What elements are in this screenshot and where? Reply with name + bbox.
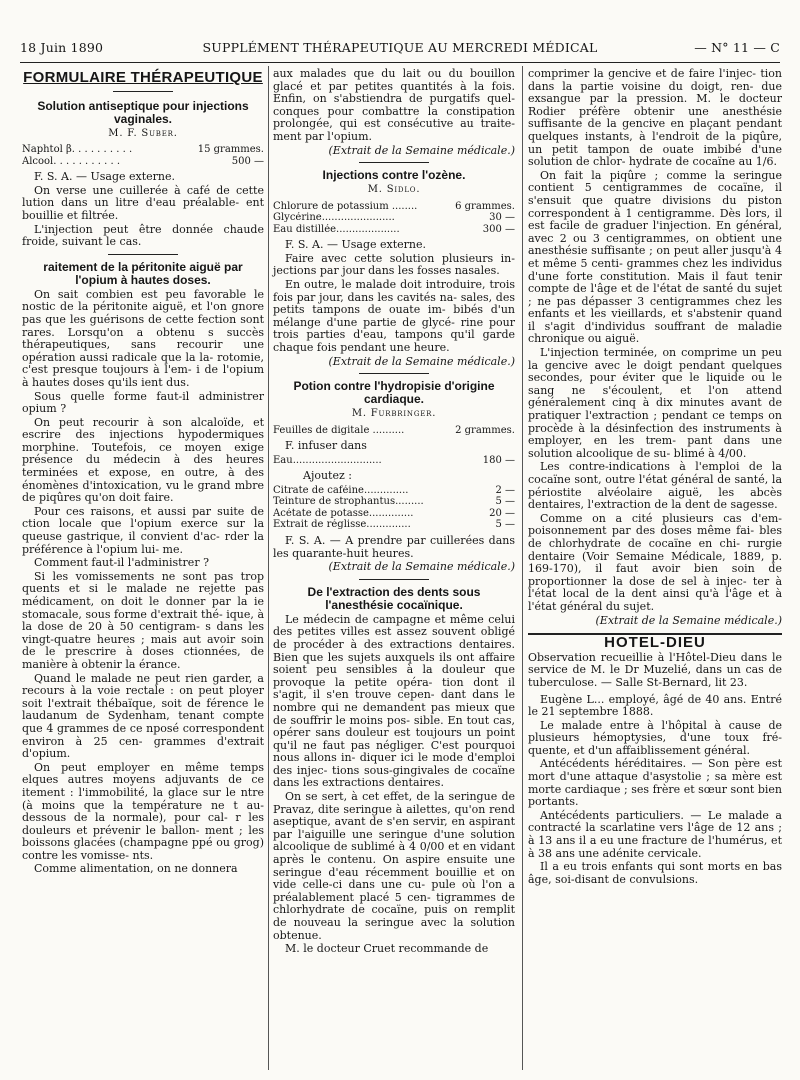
prescription-row xyxy=(22,144,264,156)
infuse-instruction: F. infuser dans xyxy=(285,439,367,453)
ingredient-name: Glycérine....................... xyxy=(273,212,395,224)
column-1 xyxy=(22,68,264,877)
continued-extraction-text xyxy=(528,68,782,614)
ingredient-name: Eau............................ xyxy=(273,454,382,466)
paragraph: On se sert, à cet effet, de la seringue de Pravaz, dite seringue à ailettes, qu'on rend aseptique, avant de s'en servir, en aspirant par l'aiguille une seringue d'une solution alcoolique de sublimé à 4 0/00 et en vidant après le contenu. On aspire ensuite une seringue d'eau récemment bouillie et on vide celle-ci dans une cu- pule où l'on a préalablement placé 5 cen- tigrammes de chlorhydrate de cocaïne, puis on remplit de nouveau la seringue avec la solution obtenue. xyxy=(273,790,515,942)
prescription-solution xyxy=(22,144,264,167)
source-citation: (Extrait de la Semaine médicale.) xyxy=(328,560,515,574)
prescription-row xyxy=(22,156,264,168)
paragraph: F. S. A. — A prendre par cuillerées dans les quarante-huit heures. xyxy=(273,533,515,560)
ingredient-name: Naphtol β. . . . . . . . . . xyxy=(22,144,133,156)
source-citation: (Extrait de la Semaine médicale.) xyxy=(328,143,515,157)
section-title-peritonite: raitement de la péritonite aiguë par l'opium à hautes doses. xyxy=(43,259,243,287)
paragraph: aux malades que du lait ou du bouillon glacé et par petites quantités à la fois. Enfin, on s'abstiendra de purgatifs quel- conques pour combattre la constipation prolongée, qui est consécutive au traite- ment par l'opium. xyxy=(273,67,515,143)
hotel-dieu-heading: HOTEL-DIEU xyxy=(604,634,706,652)
ingredient-name: Chlorure de potassium ........ xyxy=(273,200,418,212)
ingredient-name: Feuilles de digitale .......... xyxy=(273,424,405,436)
column-divider-2 xyxy=(522,66,523,1070)
column-3 xyxy=(528,68,782,887)
source-citation: (Extrait de la Semaine médicale.) xyxy=(595,613,782,627)
continued-text xyxy=(273,68,515,144)
ingredient-quantity: 20 — xyxy=(489,507,515,519)
paragraph: Sous quelle forme faut-il administrer opium ? xyxy=(22,389,264,416)
section-separator xyxy=(359,373,429,374)
ingredient-quantity: 5 — xyxy=(495,496,515,508)
section-author-furbringer: M. Furbringer. xyxy=(351,408,437,420)
prescription-digitale xyxy=(273,425,515,437)
ingredient-name: Alcool. . . . . . . . . . . xyxy=(22,155,121,167)
paragraph: En outre, le malade doit introduire, trois fois par jour, dans les cavités na- sales, des petits tampons de ouate im- bibés d'un mélange d'une partie de glycé- rine pour trois parties d'eau, tampons qu'il garde chaque fois pendant une heure. xyxy=(273,278,515,354)
heading-rule xyxy=(113,91,173,92)
ajoutez-label: Ajoutez : xyxy=(303,469,352,483)
paragraph: Quand le malade ne peut rien garder, a recours à la voie rectale : on peut ployer soit l'extrait thébaïque, soit de férence le laudanum de Sydenham, tenant compte que 4 grammes de ce nposé correspondent environ à 25 cen- grammes d'extrait d'opium. xyxy=(22,671,264,761)
paragraph: On fait la piqûre ; comme la seringue contient 5 centigrammes de cocaïne, il s'ensuit que quatre divisions du piston correspondent à 1 centigramme. Dès lors, il est facile de graduer l'injection. En général, avec 2 ou 3 centigrammes, on obtient une anesthésie suffisante ; on peut aller jusqu'à 4 et même 5 centi- grammes chez les individus d'une forte constitution. Mais il faut tenir compte de l'âge et de l'état de santé du sujet ; ne pas dépasser 3 centigrammes chez les enfants et les vieillards, et s'abstenir quand il s'agit d'individus souffrant de maladie chronique ou aiguë. xyxy=(528,168,782,346)
section-title-hydropisie: Potion contre l'hydropisie d'origine cardiaque. xyxy=(293,379,495,407)
section-title-extraction: De l'extraction des dents sous l'anesthésie cocaïnique. xyxy=(307,584,481,612)
prescription-row xyxy=(273,519,515,531)
paragraph: L'injection terminée, on comprime un peu la gencive avec le doigt pendant quelques secondes, pour éviter que le liquide ou le sang ne s'écoulent, et l'on attend généralement cinq à dix minutes avant de pratiquer l'extraction ; pendant ce temps on procède à la désinfection des instruments à employer, en les trem- pant dans une solution alcoolique de su- blimé à 4/00. xyxy=(528,346,782,460)
paragraph: Le médecin de campagne et même celui des petites villes est assez souvent obligé de procéder à des extractions dentaires. Bien que les sujets auxquels ils ont affaire soient peu sensibles à la douleur que provoque la petite opéra- tion dont il s'agit, il s'en trouve cepen- dant dans le nombre qui ne demandent pas mieux que de souffrir le moins pos- sible. En tout cas, opérer sans douleur est toujours un point qu'il ne faut pas négliger. C'est pourquoi nous allons in- diquer ici le mode d'emploi des injec- tions sous-gingivales de cocaïne dans les extractions dentaires. xyxy=(273,612,515,790)
paragraph: Comme alimentation, on ne donnera xyxy=(34,862,238,876)
ingredient-name: Acétate de potasse.............. xyxy=(273,507,414,519)
ingredient-quantity: 2 — xyxy=(495,484,515,496)
paragraph: M. le docteur Cruet recommande de xyxy=(285,942,489,956)
paragraph: F. S. A. — Usage externe. xyxy=(285,238,426,252)
paragraph: F. S. A. — Usage externe. xyxy=(34,170,175,184)
paragraph: Comme on a cité plusieurs cas d'em- poisonnement par des doses même fai- bles de chlorhydrate de cocaïne en chi- rurgie dentaire (Voir Semaine Médicale, 1889, p. 169-170), il faut avoir bien soin de proportionner la dose de sel à injec- ter à l'état local de la dent ainsi qu'à l'âge et à l'état général du sujet. xyxy=(528,511,782,613)
paragraph: Pour ces raisons, et aussi par suite de ction locale que l'opium exerce sur la queuse gastrique, il convient d'ac- rder la préférence à l'opium lui- me. xyxy=(22,504,264,556)
source-citation: (Extrait de la Semaine médicale.) xyxy=(328,354,515,368)
formulaire-heading: FORMULAIRE THÉRAPEUTIQUE xyxy=(23,69,263,86)
ingredient-name: Extrait de réglisse.............. xyxy=(273,519,411,531)
paragraph: On verse une cuillerée à café de cette lution dans un litre d'eau préalable- ent bouillie et filtrée. xyxy=(22,183,264,222)
ingredient-quantity: 500 — xyxy=(231,155,264,167)
section-body-ozene xyxy=(273,239,515,354)
section-title-solution: Solution antiseptique pour injections vaginales. xyxy=(37,98,249,126)
column-divider-1 xyxy=(268,66,269,1070)
ingredient-quantity: 15 grammes. xyxy=(197,144,264,156)
paragraph: On peut recourir à son alcaloïde, et escrire des injections hypodermiques morphine. Toutefois, ce moyen exige présence du médecin à des heures terminées et expose, en outre, à des énomènes d'intoxication, vu le grand mbre de piqûres qu'on doit faire. xyxy=(22,415,264,505)
prescription-ozene xyxy=(273,201,515,236)
ingredient-name: Teinture de strophantus......... xyxy=(273,496,424,508)
paragraph: Comment faut-il l'administrer ? xyxy=(34,556,209,570)
paragraph: Antécédents héréditaires. — Son père est mort d'une attaque d'asystolie ; sa mère est morte cardiaque ; ses frère et sœur sont bien portants. xyxy=(528,757,782,809)
ingredient-quantity: 300 — xyxy=(482,223,515,235)
prescription-eau xyxy=(273,455,515,467)
paragraph: Le malade entre à l'hôpital à cause de plusieurs hémoptysies, d'une toux fré- quente, et d'un affaiblissement général. xyxy=(528,718,782,757)
section-separator xyxy=(359,162,429,163)
paragraph: Faire avec cette solution plusieurs in- jections par jour dans les fosses nasales. xyxy=(273,251,515,278)
paragraph: Il a eu trois enfants qui sont morts en bas âge, soi-disant de convulsions. xyxy=(528,860,782,886)
column-2 xyxy=(273,68,515,957)
paragraph: On peut employer en même temps elques autres moyens adjuvants de ce itement : l'immobilité, la glace sur le ntre (à moins que la température ne t au-dessous de la normale), pour cal- r les douleurs et prévenir le ballon- ment ; les boissons glacées (champagne ppé ou grog) contre les vomisse- nts. xyxy=(22,760,264,862)
hotel-dieu-body xyxy=(528,694,782,887)
ingredient-quantity: 2 grammes. xyxy=(455,424,515,436)
prescription-row xyxy=(273,455,515,467)
paragraph: Si les vomissements ne sont pas trop quents et si le malade ne rejette pas médicament, on doit le donner par la ie stomacale, sous forme d'extrait thé- ique, à la dose de 20 à 50 centigram- s dans les vingt-quatre heures ; mais aut avoir soin de le prescrire à doses ctionnées, de manière à obtenir la érance. xyxy=(22,569,264,671)
section-author-suber: M. F. Suber. xyxy=(108,127,178,139)
prescription-row xyxy=(273,212,515,224)
hotel-dieu-intro: Observation recueillie à l'Hôtel-Dieu dans le service de M. le Dr Muzelié, dans un cas de tuberculose. — Salle St-Bernard, lit 23. xyxy=(528,650,782,689)
ingredient-name: Eau distillée.................... xyxy=(273,223,400,235)
ingredient-quantity: 6 grammes. xyxy=(455,200,515,212)
header-number: — N° 11 — C xyxy=(694,40,780,55)
header-date: 18 Juin 1890 xyxy=(20,40,104,55)
page-header xyxy=(20,40,780,60)
paragraph: Antécédents particuliers. — Le malade a contracté la scarlatine vers l'âge de 12 ans ; à 13 ans il a eu une fracture de l'humérus, et à 38 ans une adénite cervicale. xyxy=(528,808,782,860)
section-body-peritonite xyxy=(22,289,264,876)
paragraph: comprimer la gencive et de faire l'injec- tion dans la partie voisine du doigt, ren- due exsangue par la pression. M. le docteur Rodier préfère obtenir une anesthésie suffisante de la gencive en plaçant pendant quelques instants, à l'endroit de la piqûre, un petit tampon de ouate imbibé d'une solution de chlor- hydrate de cocaïne au 1/6. xyxy=(528,67,782,169)
prescription-row xyxy=(273,485,515,497)
prescription-row xyxy=(273,508,515,520)
section-body-solution xyxy=(22,171,264,249)
ingredient-name: Citrate de caféine.............. xyxy=(273,484,409,496)
section-body-hydropisie xyxy=(273,535,515,560)
section-separator xyxy=(108,254,178,255)
paragraph: L'injection peut être donnée chaude froide, suivant le cas. xyxy=(22,222,264,249)
header-title: SUPPLÉMENT THÉRAPEUTIQUE AU MERCREDI MÉDICAL xyxy=(202,40,598,55)
prescription-row xyxy=(273,425,515,437)
header-rule xyxy=(20,62,780,63)
section-separator xyxy=(359,579,429,580)
prescription-row xyxy=(273,496,515,508)
ingredient-quantity: 5 — xyxy=(495,519,515,531)
section-author-sidlo: M. Sidlo. xyxy=(367,184,421,196)
prescription-row xyxy=(273,201,515,213)
prescription-additions xyxy=(273,485,515,531)
ingredient-quantity: 30 — xyxy=(489,212,515,224)
section-title-ozene: Injections contre l'ozène. xyxy=(322,168,466,183)
paragraph: Eugène L... employé, âgé de 40 ans. Entré le 21 septembre 1888. xyxy=(528,692,782,719)
section-body-extraction xyxy=(273,614,515,956)
paragraph: On sait combien est peu favorable le nostic de la péritonite aiguë, et l'on gnore pas que les guérisons de cette fection sont rares. Lorsqu'on a obtenu s succès thérapeutiques, sans recourir une opération aussi radicale que la la- rotomie, c'est presque toujours à l'em- i de l'opium à hautes doses qu'ils ient dus. xyxy=(22,287,264,389)
prescription-row xyxy=(273,224,515,236)
ingredient-quantity: 180 — xyxy=(482,454,515,466)
paragraph: Les contre-indications à l'emploi de la cocaïne sont, outre l'état général de santé, la périostite alvéolaire aiguë, les abcès dentaires, l'extraction de la dent de sagesse. xyxy=(528,460,782,512)
